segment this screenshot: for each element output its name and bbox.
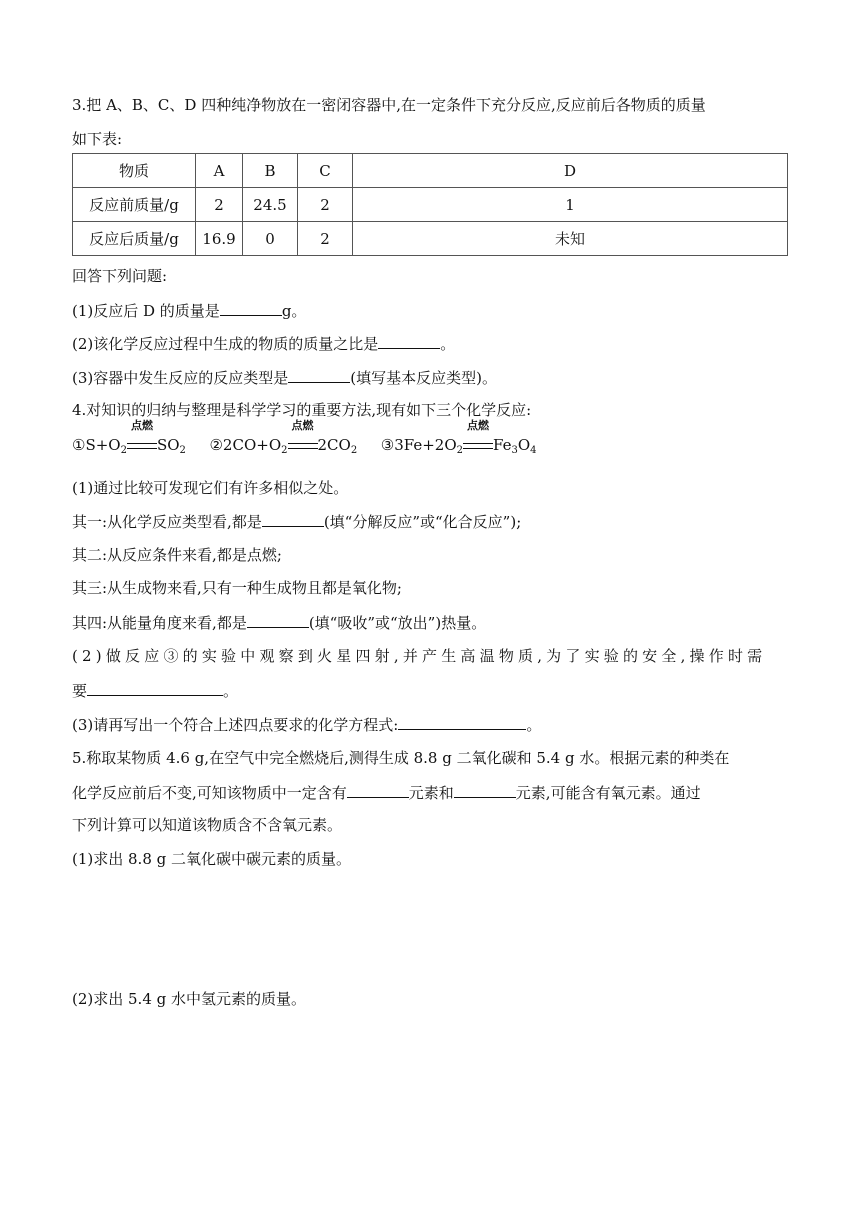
eq3-product: Fe bbox=[493, 436, 512, 454]
table-cell: 24.5 bbox=[243, 188, 298, 222]
q4-p2-end: 。 bbox=[223, 682, 239, 700]
table-header-cell: B bbox=[243, 154, 298, 188]
reaction-condition bbox=[288, 419, 318, 454]
subscript: 4 bbox=[530, 445, 537, 456]
q3-sub1 bbox=[72, 300, 306, 321]
q3-stem-line2: 如下表: bbox=[72, 130, 123, 148]
table-cell: 反应后质量/g bbox=[73, 222, 196, 256]
subscript: 3 bbox=[511, 445, 518, 456]
q5-sub2: (2)求出 5.4 g 水中氢元素的质量。 bbox=[72, 990, 307, 1008]
q4-p1d bbox=[72, 612, 486, 633]
q5-line1: 5.称取某物质 4.6 g,在空气中完全燃烧后,测得生成 8.8 g 二氧化碳和 5.4 g 水。根据元素的种类在 bbox=[72, 749, 730, 767]
q4-p1a-hint: (填“分解反应”或“化合反应”); bbox=[323, 513, 522, 531]
table-cell: 2 bbox=[298, 222, 353, 256]
table-header-cell: D bbox=[353, 154, 788, 188]
q5-sub1: (1)求出 8.8 g 二氧化碳中碳元素的质量。 bbox=[72, 850, 352, 868]
answer-blank[interactable] bbox=[288, 367, 350, 383]
eq1-reactants: ①S+O bbox=[72, 436, 121, 454]
q3-sub1-unit: g。 bbox=[281, 302, 307, 320]
table-cell: 16.9 bbox=[196, 222, 243, 256]
q4-p2-text: 要 bbox=[72, 682, 88, 700]
q3-sub2-text: (2)该化学反应过程中生成的物质的质量之比是 bbox=[72, 335, 379, 353]
subscript: 2 bbox=[179, 445, 186, 456]
q3-sub2 bbox=[72, 333, 455, 354]
eq3-product-o: O bbox=[517, 436, 531, 454]
table-header-cell: A bbox=[196, 154, 243, 188]
condition-label: 点燃 bbox=[130, 419, 153, 432]
q5-line2-mid: 元素和 bbox=[408, 784, 454, 802]
answer-blank[interactable] bbox=[347, 782, 409, 798]
q4-stem: 4.对知识的归纳与整理是科学学习的重要方法,现有如下三个化学反应: bbox=[72, 401, 532, 419]
q4-p3 bbox=[72, 714, 541, 735]
table-cell: 反应前质量/g bbox=[73, 188, 196, 222]
table-header-row bbox=[73, 154, 788, 188]
q3-stem-line1: 3.把 A、B、C、D 四种纯净物放在一密闭容器中,在一定条件下充分反应,反应前后各物质的质量 bbox=[72, 96, 706, 114]
table-cell: 1 bbox=[353, 188, 788, 222]
q4-p1b: 其二:从反应条件来看,都是点燃; bbox=[72, 546, 282, 564]
reaction-condition bbox=[127, 419, 157, 454]
q3-sub2-end: 。 bbox=[440, 335, 456, 353]
q3-prompt: 回答下列问题: bbox=[72, 267, 168, 285]
q5-line3: 下列计算可以知道该物质含不含氧元素。 bbox=[72, 816, 343, 834]
q5-line2-text: 化学反应前后不变,可知该物质中一定含有 bbox=[72, 784, 347, 802]
equals-bar bbox=[463, 443, 493, 449]
q3-sub3-text: (3)容器中发生反应的反应类型是 bbox=[72, 369, 289, 387]
answer-blank[interactable] bbox=[262, 511, 324, 527]
q4-p3-end: 。 bbox=[526, 716, 542, 734]
table-cell: 未知 bbox=[353, 222, 788, 256]
q5-line2 bbox=[72, 782, 701, 803]
eq2-reactants: ②2CO+O bbox=[209, 436, 282, 454]
subscript: 2 bbox=[120, 445, 127, 456]
table-cell: 2 bbox=[196, 188, 243, 222]
table-row bbox=[73, 222, 788, 256]
subscript: 2 bbox=[350, 445, 358, 456]
q4-p2-line2 bbox=[72, 680, 238, 701]
subscript: 2 bbox=[281, 445, 288, 456]
answer-blank[interactable] bbox=[398, 714, 526, 730]
q3-sub3-end: (填写基本反应类型)。 bbox=[350, 369, 497, 387]
table-header-cell: C bbox=[298, 154, 353, 188]
q4-p1d-text: 其四:从能量角度来看,都是 bbox=[72, 614, 247, 632]
table-header-cell: 物质 bbox=[73, 154, 196, 188]
answer-blank[interactable] bbox=[454, 782, 516, 798]
q5-line2-end: 元素,可能含有氧元素。通过 bbox=[515, 784, 701, 802]
answer-blank[interactable] bbox=[87, 680, 223, 696]
q4-p1a bbox=[72, 511, 521, 532]
equation-1 bbox=[72, 419, 186, 456]
q3-mass-table bbox=[72, 153, 788, 256]
eq2-product: 2CO bbox=[317, 436, 351, 454]
reaction-condition bbox=[463, 419, 493, 454]
condition-label: 点燃 bbox=[467, 419, 490, 432]
q4-equations bbox=[72, 419, 537, 456]
answer-blank[interactable] bbox=[378, 333, 440, 349]
q3-sub3 bbox=[72, 367, 497, 388]
table-row bbox=[73, 188, 788, 222]
q4-p1a-text: 其一:从化学反应类型看,都是 bbox=[72, 513, 262, 531]
equals-bar bbox=[127, 443, 157, 449]
subscript: 2 bbox=[456, 445, 464, 456]
answer-blank[interactable] bbox=[247, 612, 309, 628]
table-cell: 2 bbox=[298, 188, 353, 222]
table-cell: 0 bbox=[243, 222, 298, 256]
q4-p2-line1: (2)做反应③的实验中观察到火星四射,并产生高温物质,为了实验的安全,操作时需 bbox=[72, 647, 767, 665]
equation-3 bbox=[380, 419, 537, 456]
condition-label: 点燃 bbox=[291, 419, 314, 432]
q4-p1: (1)通过比较可发现它们有许多相似之处。 bbox=[72, 479, 349, 497]
equals-bar bbox=[288, 443, 318, 449]
eq1-product: SO bbox=[156, 436, 180, 454]
equation-2 bbox=[209, 419, 358, 456]
answer-blank[interactable] bbox=[220, 300, 282, 316]
q4-p3-text: (3)请再写出一个符合上述四点要求的化学方程式: bbox=[72, 716, 399, 734]
q4-p1c: 其三:从生成物来看,只有一种生成物且都是氧化物; bbox=[72, 579, 402, 597]
q4-p1d-hint: (填“吸收”或“放出”)热量。 bbox=[308, 614, 487, 632]
eq3-reactants: ③3Fe+2O bbox=[380, 436, 457, 454]
q3-sub1-text: (1)反应后 D 的质量是 bbox=[72, 302, 220, 320]
